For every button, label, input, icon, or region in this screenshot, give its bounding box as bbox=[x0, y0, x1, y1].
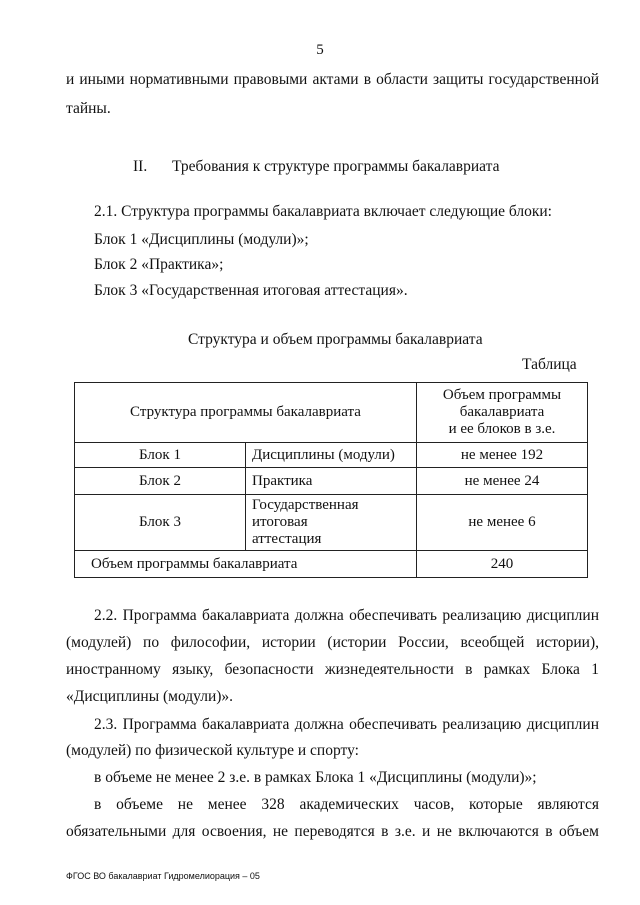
p22-line-3: иностранному языку, безопасности жизнедеятельности в рамках Блока 1 bbox=[66, 661, 599, 678]
header-structure-cell bbox=[75, 383, 417, 443]
block-cell: Блок 2 bbox=[75, 468, 246, 495]
table-row bbox=[75, 495, 588, 551]
header-volume-line-3: и ее блоков в з.е. bbox=[448, 421, 556, 437]
block-name-line-1: Государственная итоговая bbox=[252, 497, 359, 530]
intro-line-1: и иными нормативными правовыми актами в области защиты государственной bbox=[66, 71, 599, 88]
block-1-item: Блок 1 «Дисциплины (модули)»; bbox=[94, 231, 309, 248]
p23-line-1: 2.3. Программа бакалавриата должна обеспечивать реализацию дисциплин bbox=[94, 716, 599, 733]
block-name-cell bbox=[246, 495, 417, 551]
structure-table bbox=[74, 382, 588, 578]
header-volume-line-2: бакалавриата bbox=[459, 404, 545, 420]
section-numeral: II. bbox=[133, 158, 148, 175]
p23-line-4: в объеме не менее 328 академических часов, которые являются bbox=[94, 796, 599, 813]
volume-cell: не менее 6 bbox=[417, 495, 588, 551]
table-row bbox=[75, 468, 588, 495]
total-value-cell: 240 bbox=[417, 551, 588, 578]
volume-cell: не менее 192 bbox=[417, 443, 588, 468]
p23-line-3: в объеме не менее 2 з.е. в рамках Блока 1 «Дисциплины (модули)»; bbox=[94, 769, 537, 786]
paragraph-2-1: 2.1. Структура программы бакалавриата включает следующие блоки: bbox=[94, 203, 552, 220]
table-label: Таблица bbox=[522, 356, 577, 373]
block-3-item: Блок 3 «Государственная итоговая аттестация». bbox=[94, 282, 408, 299]
block-cell: Блок 3 bbox=[75, 495, 246, 551]
block-name-cell: Дисциплины (модули) bbox=[246, 443, 417, 468]
block-name-cell: Практика bbox=[246, 468, 417, 495]
section-title: Требования к структуре программы бакалавриата bbox=[172, 158, 500, 175]
p22-line-4: «Дисциплины (модули)». bbox=[66, 688, 234, 705]
table-row bbox=[75, 443, 588, 468]
total-label-cell: Объем программы бакалавриата bbox=[75, 551, 417, 578]
p22-line-2: (модулей) по философии, истории (истории России, всеобщей истории), bbox=[66, 634, 599, 651]
block-cell: Блок 1 bbox=[75, 443, 246, 468]
p23-line-2: (модулей) по физической культуре и спорту: bbox=[66, 742, 359, 759]
p22-line-1: 2.2. Программа бакалавриата должна обеспечивать реализацию дисциплин bbox=[94, 607, 599, 624]
table-header-row bbox=[75, 383, 588, 443]
volume-cell: не менее 24 bbox=[417, 468, 588, 495]
block-2-item: Блок 2 «Практика»; bbox=[94, 256, 224, 273]
header-volume-cell bbox=[417, 383, 588, 443]
block-name-line-2: аттестация bbox=[252, 531, 322, 547]
p23-line-5: обязательными для освоения, не переводятся в з.е. и не включаются в объем bbox=[66, 823, 599, 840]
header-structure-text: Структура программы бакалавриата bbox=[130, 404, 361, 420]
footer-text: ФГОС ВО бакалавриат Гидромелиорация – 05 bbox=[66, 871, 260, 881]
table-caption: Структура и объем программы бакалавриата bbox=[188, 331, 483, 348]
header-volume-line-1: Объем программы bbox=[442, 387, 562, 403]
page-number: 5 bbox=[316, 42, 324, 58]
table-total-row bbox=[75, 551, 588, 578]
intro-line-2: тайны. bbox=[66, 100, 111, 117]
